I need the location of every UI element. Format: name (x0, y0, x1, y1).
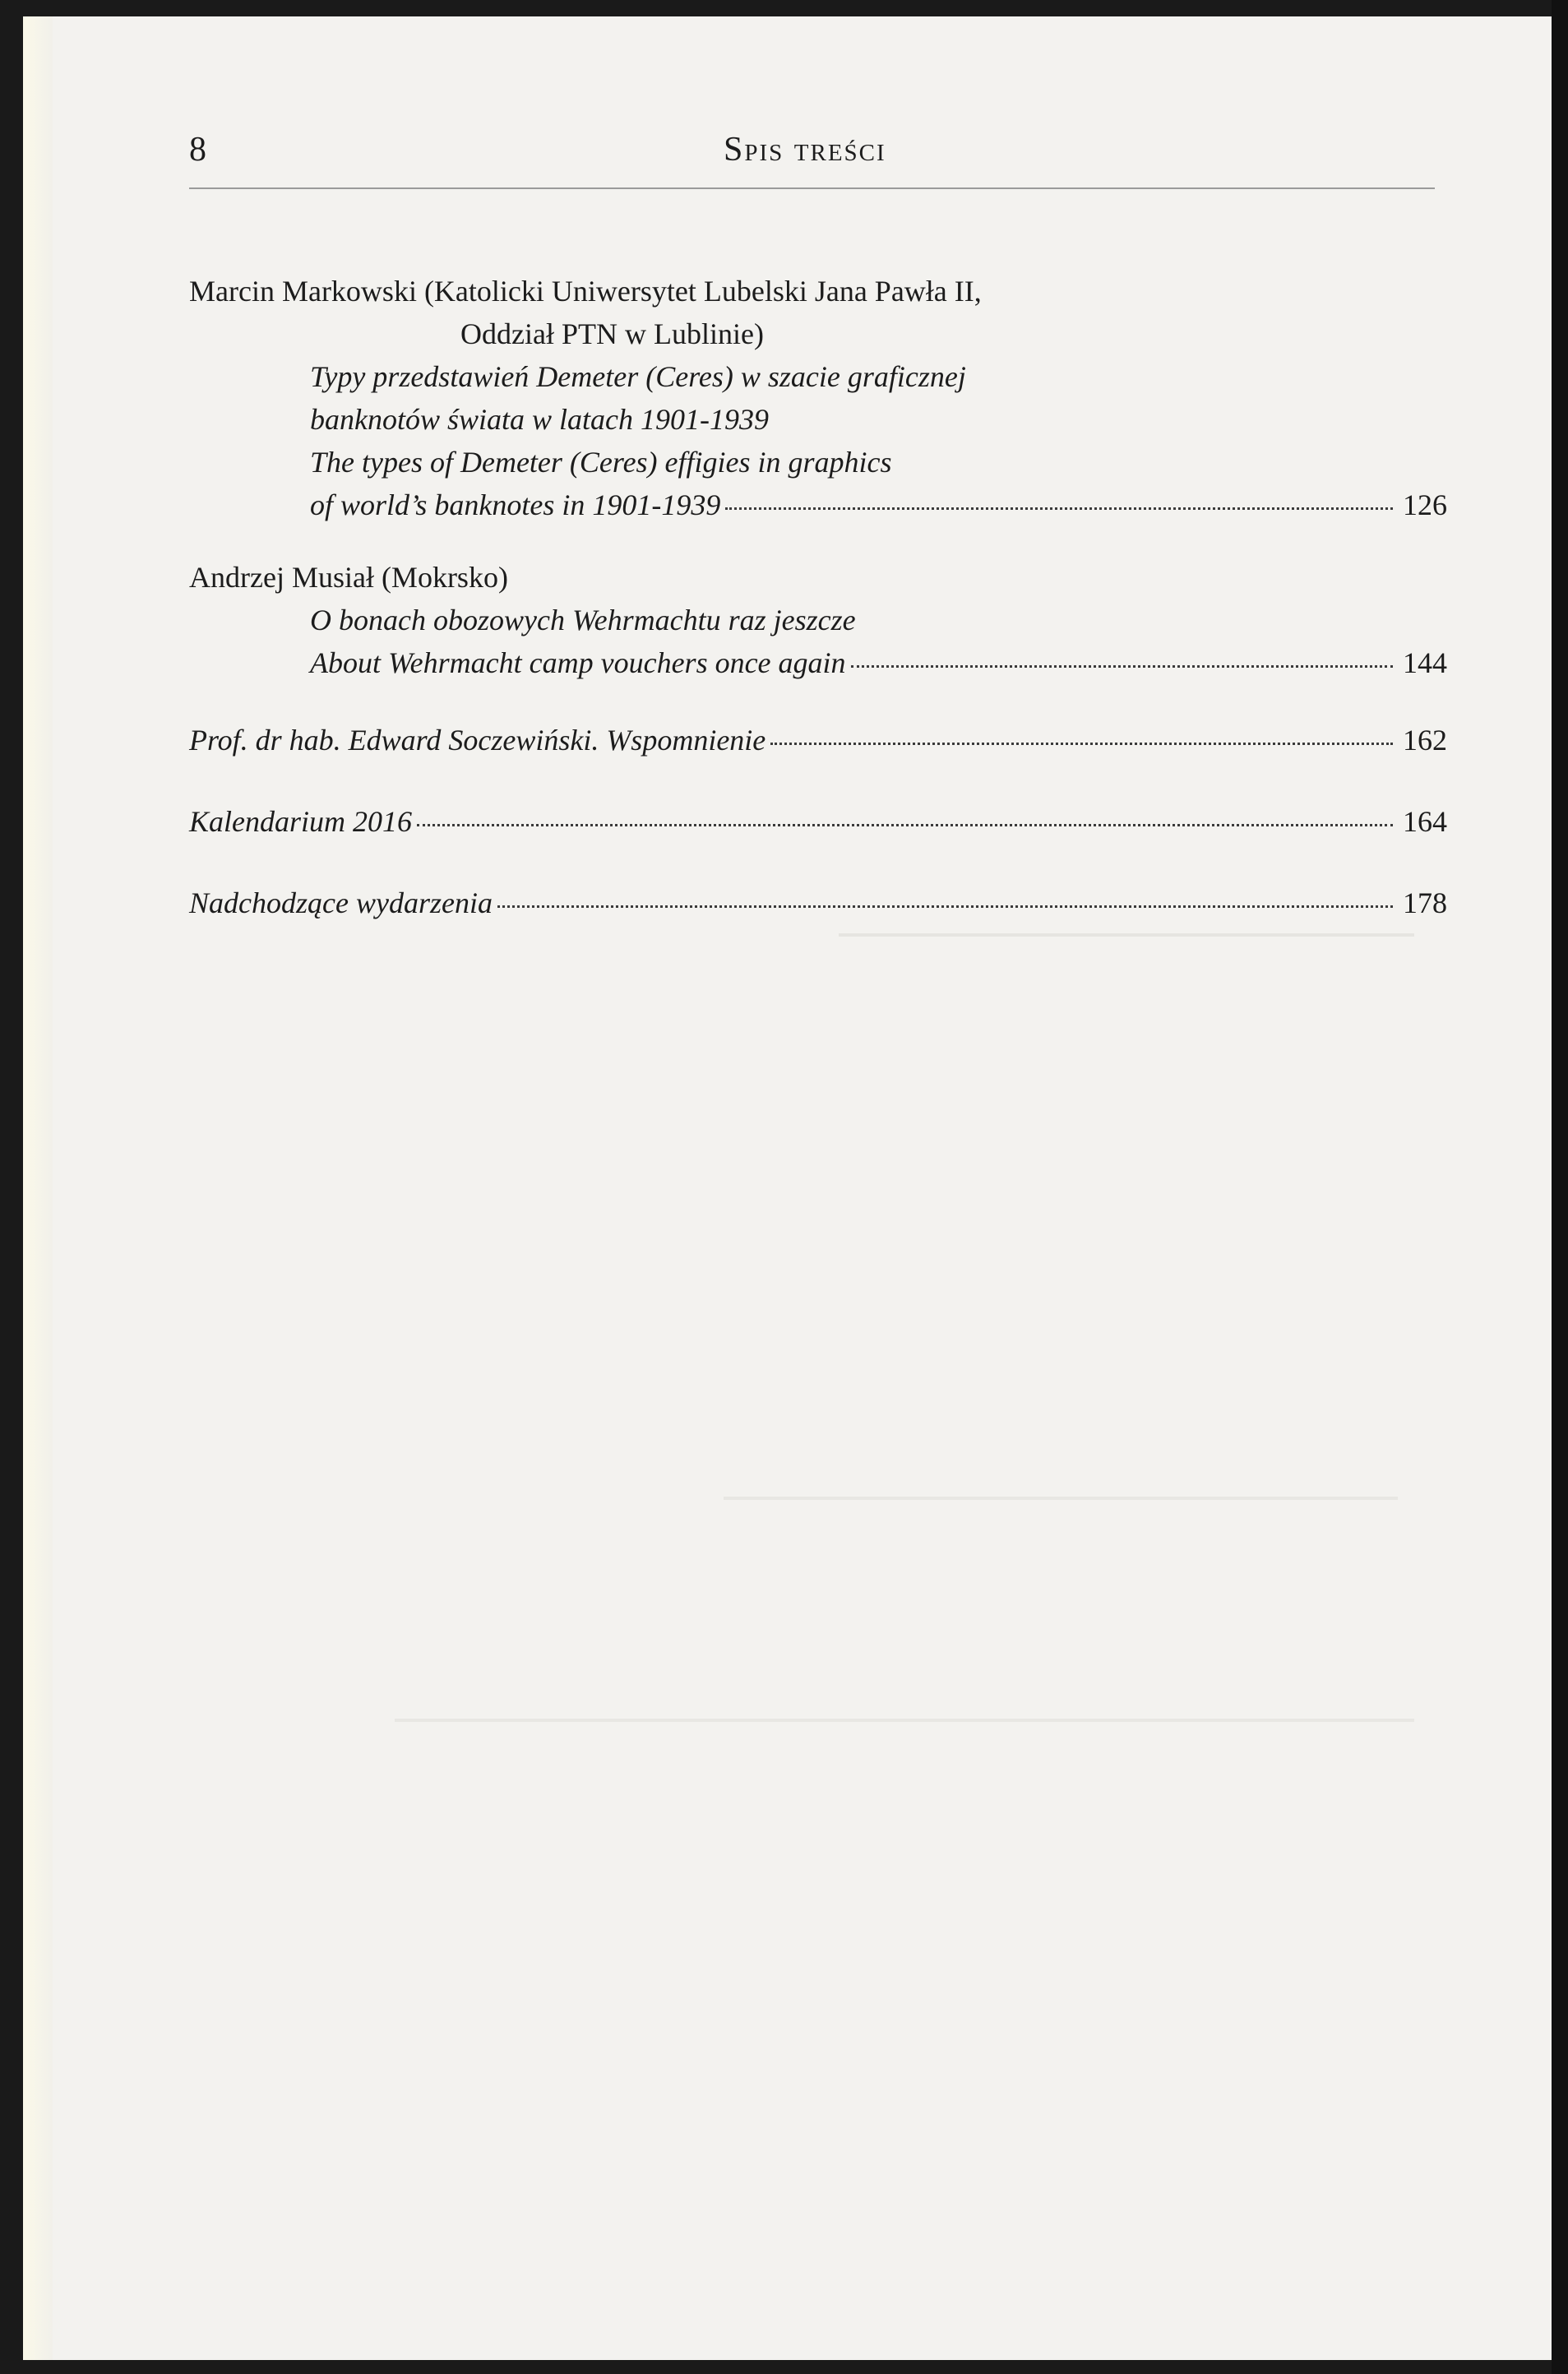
article-title-pl: banknotów świata w latach 1901-1939 (310, 403, 769, 436)
show-through-line (839, 933, 1414, 937)
page-ref: 178 (1403, 886, 1447, 919)
author-affiliation: Oddział PTN w Lublinie) (460, 317, 764, 350)
page-ref: 144 (1403, 646, 1447, 679)
toc-entry (189, 556, 1447, 684)
article-title-en: of world’s banknotes in 1901-1939 (310, 488, 721, 521)
dot-leader (497, 905, 1393, 908)
author-line: Marcin Markowski (Katolicki Uniwersytet Lubelski Jana Pawła II, (189, 275, 982, 308)
article-title-pl: Typy przedstawień Demeter (Ceres) w szacie graficznej (310, 360, 966, 393)
section-title: Nadchodzące wydarzenia (189, 886, 493, 919)
toc-entry[interactable] (189, 719, 1447, 761)
article-title-en: The types of Demeter (Ceres) effigies in graphics (310, 446, 892, 479)
scan-border (1552, 0, 1568, 2374)
article-title-pl: O bonach obozowych Wehrmachtu raz jeszcze (310, 604, 856, 636)
toc-leader-line[interactable] (189, 641, 1447, 684)
toc-leader-line[interactable] (189, 719, 1447, 761)
dot-leader (851, 664, 1393, 668)
page-ref: 126 (1403, 488, 1447, 521)
page-header (189, 130, 1435, 189)
toc-entry[interactable] (189, 882, 1447, 924)
dot-leader (417, 823, 1393, 826)
toc-leader-line[interactable] (189, 800, 1447, 843)
author-line: Andrzej Musiał (Mokrsko) (189, 561, 508, 594)
dot-leader (725, 507, 1393, 510)
page-ref: 162 (1403, 724, 1447, 757)
toc-entry (189, 270, 1447, 526)
page-ref: 164 (1403, 805, 1447, 838)
toc-leader-line[interactable] (189, 882, 1447, 924)
section-title: Kalendarium 2016 (189, 805, 413, 838)
toc-leader-line[interactable] (189, 484, 1447, 526)
dot-leader (770, 742, 1393, 745)
page-number: 8 (189, 131, 206, 169)
page-binding-edge (23, 16, 53, 2360)
show-through-line (395, 1719, 1414, 1722)
toc-entry[interactable] (189, 800, 1447, 843)
section-title: Prof. dr hab. Edward Soczewiński. Wspomnienie (189, 724, 766, 757)
article-title-en: About Wehrmacht camp vouchers once again (310, 646, 846, 679)
show-through-line (724, 1497, 1398, 1500)
running-title: Spis treści (724, 131, 886, 169)
